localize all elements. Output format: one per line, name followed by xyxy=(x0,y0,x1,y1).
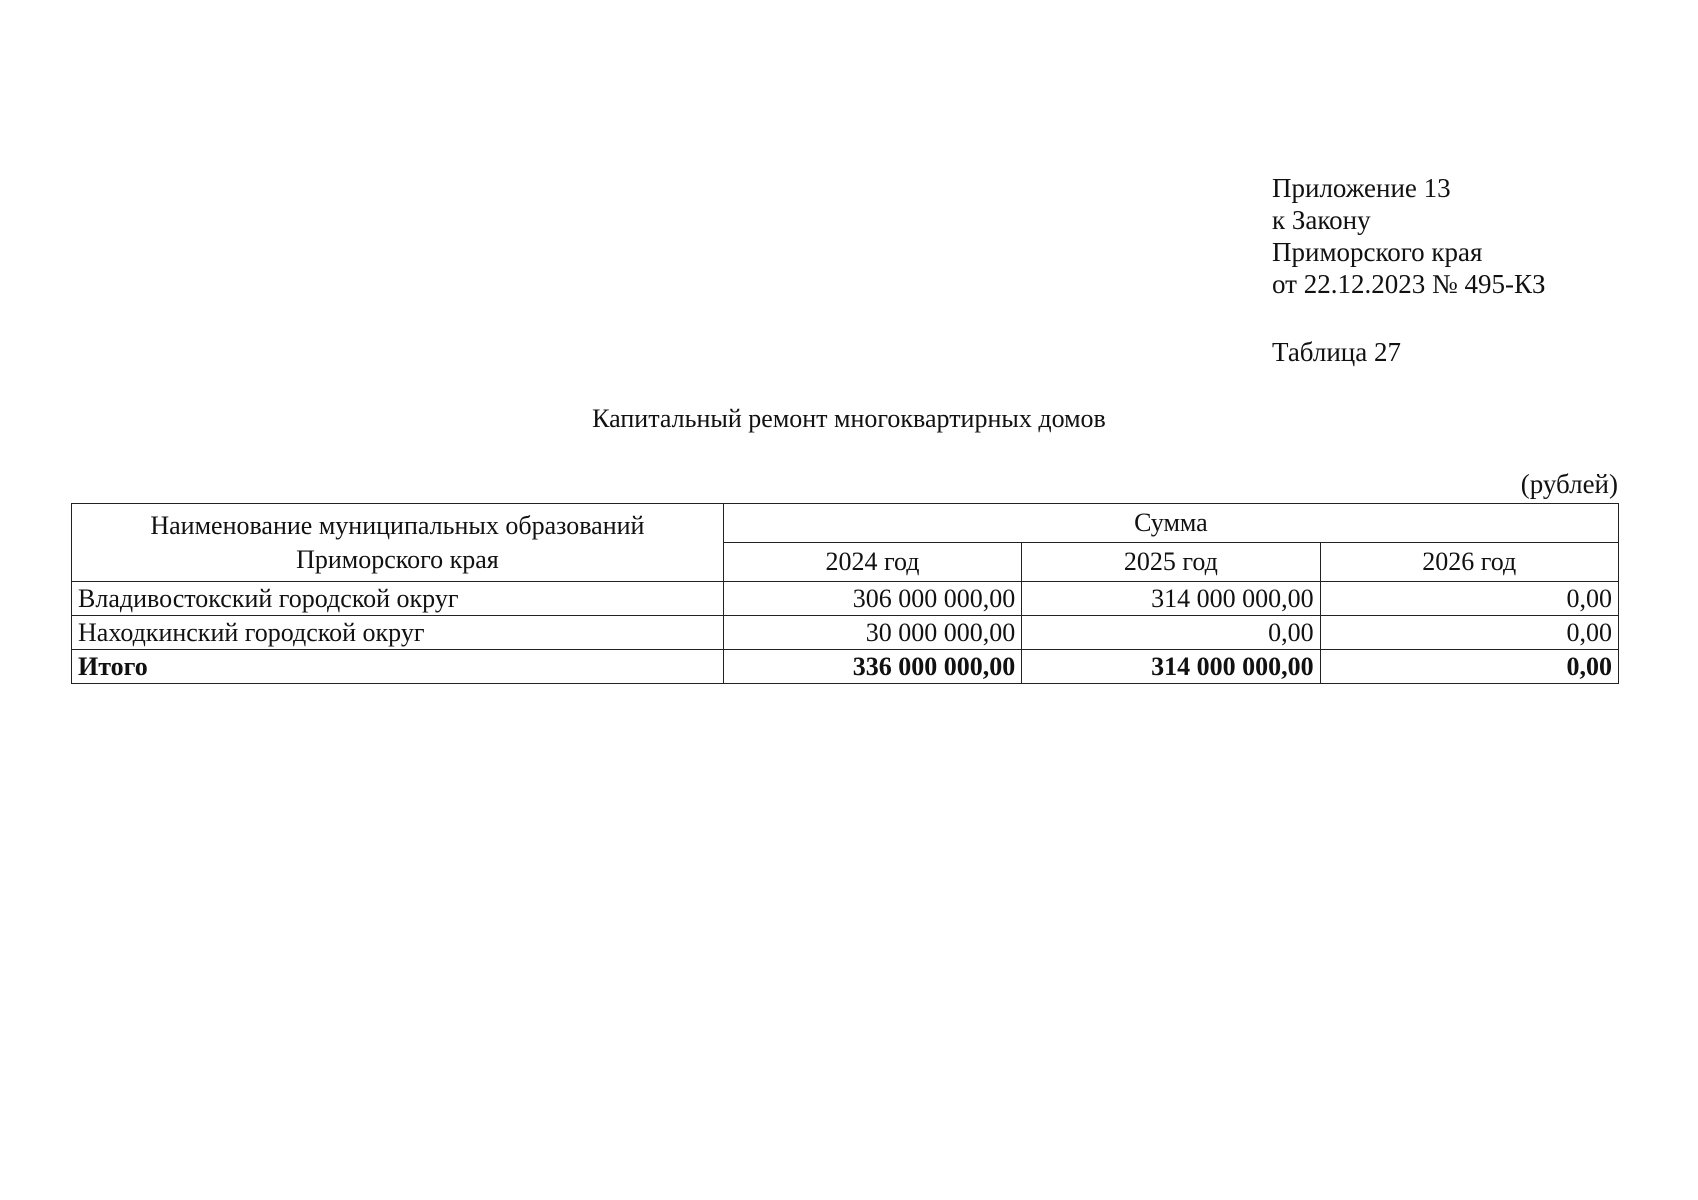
table-row xyxy=(72,616,1619,650)
amount-cell: 306 000 000,00 xyxy=(723,582,1021,616)
municipality-name: Владивостокский городской округ xyxy=(72,582,724,616)
municipality-name: Находкинский городской округ xyxy=(72,616,724,650)
amount-cell: 0,00 xyxy=(1022,616,1320,650)
table-number: Таблица 27 xyxy=(1272,337,1401,367)
total-label: Итого xyxy=(72,650,724,684)
year-column-header: 2026 год xyxy=(1320,543,1618,582)
table-row xyxy=(72,582,1619,616)
appendix-line: Приложение 13 xyxy=(1272,173,1451,203)
units-label: (рублей) xyxy=(1520,469,1618,499)
appendix-line: Приморского края xyxy=(1272,237,1483,267)
amount-cell: 0,00 xyxy=(1320,582,1618,616)
sum-column-header: Сумма xyxy=(723,504,1618,543)
municipality-column-header xyxy=(72,504,724,582)
municipality-header-line: Приморского края xyxy=(296,544,499,574)
appendix-line: к Закону xyxy=(1272,205,1371,235)
amount-cell: 0,00 xyxy=(1320,616,1618,650)
total-row xyxy=(72,650,1619,684)
total-amount-cell: 0,00 xyxy=(1320,650,1618,684)
total-amount-cell: 314 000 000,00 xyxy=(1022,650,1320,684)
municipality-header-line: Наименование муниципальных образований xyxy=(150,510,645,540)
appendix-reference xyxy=(1272,172,1545,300)
total-amount-cell: 336 000 000,00 xyxy=(723,650,1021,684)
appendix-line: от 22.12.2023 № 495-КЗ xyxy=(1272,269,1546,299)
year-column-header: 2025 год xyxy=(1022,543,1320,582)
table-header-row xyxy=(72,504,1619,543)
amount-cell: 30 000 000,00 xyxy=(723,616,1021,650)
year-column-header: 2024 год xyxy=(723,543,1021,582)
amount-cell: 314 000 000,00 xyxy=(1022,582,1320,616)
budget-table xyxy=(71,503,1619,684)
document-title: Капитальный ремонт многоквартирных домов xyxy=(592,404,1106,433)
